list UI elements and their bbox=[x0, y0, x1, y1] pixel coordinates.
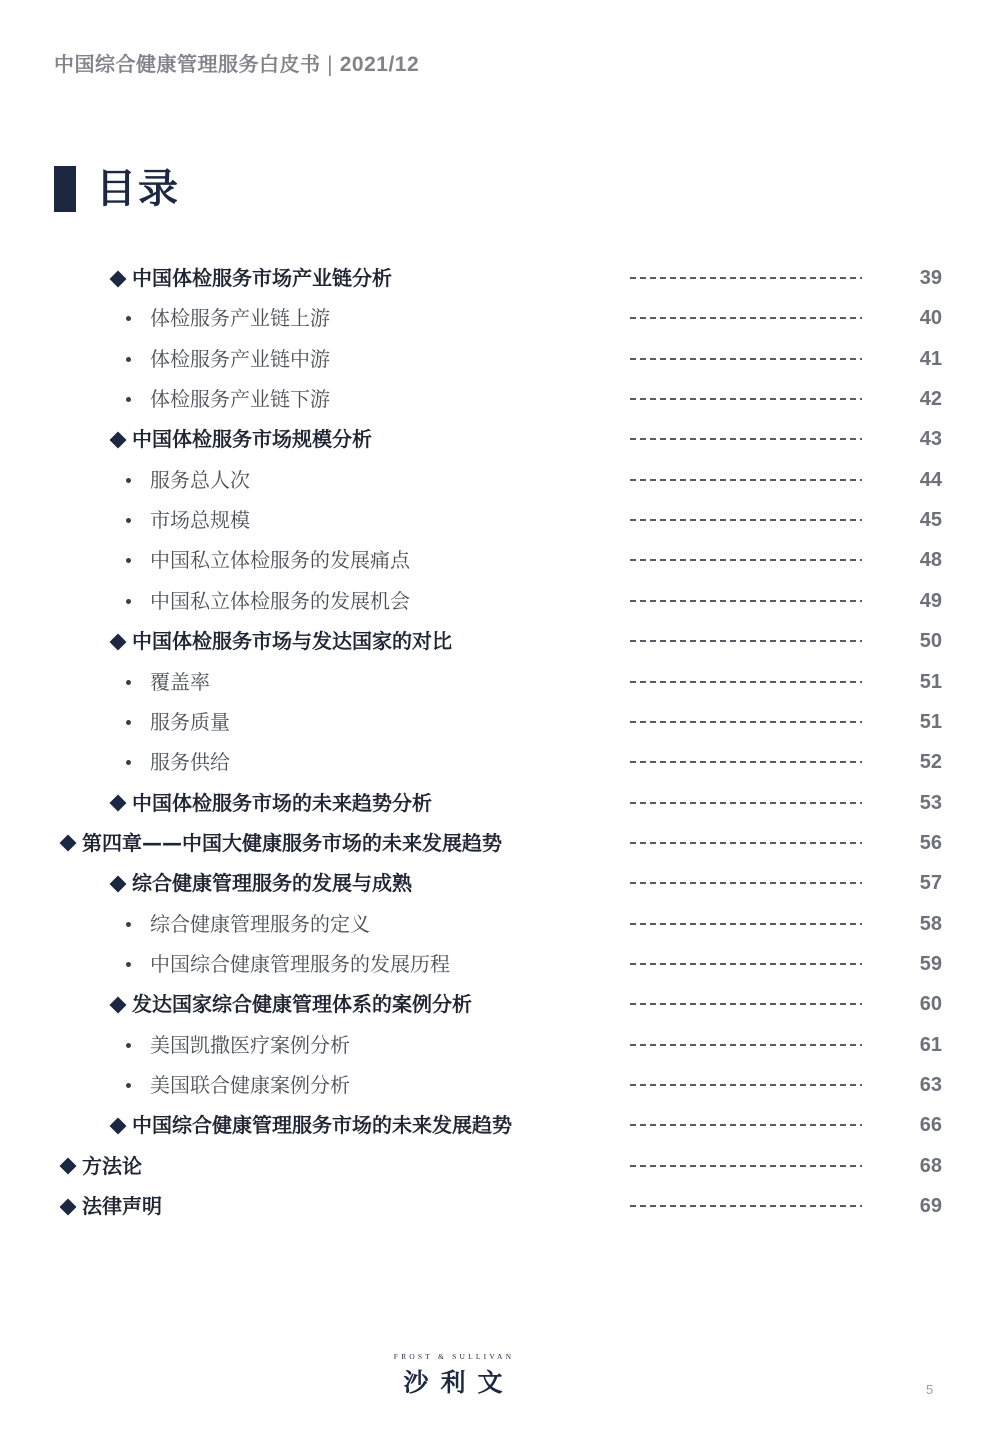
toc-leader-dashes bbox=[630, 1205, 862, 1207]
toc-entry-lead bbox=[108, 1105, 512, 1147]
toc-entry-lead bbox=[108, 863, 412, 905]
toc-page-number: 51 bbox=[919, 670, 942, 693]
logo-chinese: 沙利文 bbox=[403, 1368, 515, 1397]
toc-entry[interactable] bbox=[0, 1025, 1000, 1065]
toc-entry[interactable] bbox=[0, 621, 1000, 661]
toc-leader-dashes bbox=[630, 358, 862, 360]
toc-entry[interactable] bbox=[0, 783, 1000, 823]
toc-page-number: 51 bbox=[919, 710, 942, 733]
toc-entry[interactable] bbox=[0, 702, 1000, 742]
toc-page-number: 43 bbox=[919, 428, 942, 451]
toc-leader-dashes bbox=[630, 1084, 862, 1086]
toc-entry[interactable] bbox=[0, 944, 1000, 984]
frost-sullivan-logo bbox=[384, 1352, 524, 1399]
toc-page-number: 49 bbox=[919, 589, 942, 612]
document-date: 2021/12 bbox=[339, 53, 420, 76]
toc-entry-label: 中国私立体检服务的发展机会 bbox=[150, 588, 410, 613]
toc-entry[interactable] bbox=[0, 540, 1000, 580]
toc-entry[interactable] bbox=[0, 500, 1000, 540]
toc-entry-lead bbox=[122, 540, 410, 582]
diamond-bullet-icon bbox=[60, 1198, 77, 1215]
diamond-bullet-icon bbox=[110, 996, 127, 1013]
toc-entry[interactable] bbox=[0, 742, 1000, 782]
toc-entry-label: 服务质量 bbox=[150, 709, 230, 734]
toc-page-number: 66 bbox=[919, 1114, 942, 1137]
toc-page-number: 59 bbox=[919, 952, 942, 975]
toc-leader-dashes bbox=[630, 923, 862, 925]
toc-entry[interactable] bbox=[0, 258, 1000, 298]
toc-entry-lead bbox=[108, 258, 392, 300]
toc-entry-label: 法律声明 bbox=[82, 1194, 162, 1219]
toc-leader-dashes bbox=[630, 1044, 862, 1046]
header-separator: | bbox=[326, 52, 334, 76]
dot-bullet-icon bbox=[126, 478, 131, 483]
logo-english: FROST & SULLIVAN bbox=[393, 1352, 515, 1361]
toc-entry-label: 综合健康管理服务的发展与成熟 bbox=[132, 871, 412, 896]
toc-entry-label: 发达国家综合健康管理体系的案例分析 bbox=[132, 992, 472, 1017]
toc-entry-lead bbox=[58, 823, 502, 865]
toc-page-number: 63 bbox=[919, 1074, 942, 1096]
toc-entry-lead bbox=[58, 1186, 162, 1228]
toc-page-number: 61 bbox=[919, 1033, 942, 1056]
toc-leader-dashes bbox=[630, 681, 862, 683]
toc-leader-dashes bbox=[630, 398, 862, 400]
toc-entry[interactable] bbox=[0, 1065, 1000, 1105]
toc-entry[interactable] bbox=[0, 1146, 1000, 1186]
toc-entry[interactable] bbox=[0, 339, 1000, 379]
toc-entry-lead bbox=[58, 1146, 142, 1188]
toc-leader-dashes bbox=[630, 802, 862, 804]
toc-entry[interactable] bbox=[0, 460, 1000, 500]
dot-bullet-icon bbox=[126, 518, 131, 523]
toc-entry-label: 中国体检服务市场与发达国家的对比 bbox=[132, 629, 452, 654]
toc-entry-lead bbox=[108, 621, 452, 663]
toc-entry-label: 第四章——中国大健康服务市场的未来发展趋势 bbox=[82, 830, 502, 855]
toc-entry-lead bbox=[122, 702, 230, 744]
toc-entry[interactable] bbox=[0, 419, 1000, 459]
toc-entry[interactable] bbox=[0, 1186, 1000, 1226]
toc-entry-lead bbox=[122, 662, 210, 704]
toc-page-number: 58 bbox=[919, 912, 942, 935]
toc-entry-label: 中国体检服务市场产业链分析 bbox=[132, 266, 392, 290]
toc-entry-label: 覆盖率 bbox=[150, 669, 210, 694]
toc-entry-lead bbox=[122, 1025, 350, 1067]
dot-bullet-icon bbox=[126, 558, 131, 563]
toc-page-number: 50 bbox=[919, 630, 942, 653]
dot-bullet-icon bbox=[126, 922, 131, 927]
toc-page-number: 69 bbox=[919, 1195, 942, 1218]
toc-page-number: 41 bbox=[919, 347, 942, 370]
toc-entry-label: 美国凯撒医疗案例分析 bbox=[150, 1032, 350, 1057]
toc-entry-label: 中国体检服务市场规模分析 bbox=[132, 427, 372, 452]
page-title: 目录 bbox=[96, 166, 180, 212]
dot-bullet-icon bbox=[126, 720, 131, 725]
toc-leader-dashes bbox=[630, 600, 862, 602]
toc-entry-label: 方法论 bbox=[82, 1153, 142, 1178]
toc-page-number: 40 bbox=[919, 307, 942, 330]
toc-leader-dashes bbox=[630, 1124, 862, 1126]
toc-entry-label: 中国体检服务市场的未来趋势分析 bbox=[132, 790, 432, 815]
toc-entry[interactable] bbox=[0, 823, 1000, 863]
page-title-block bbox=[54, 166, 180, 212]
dot-bullet-icon bbox=[126, 680, 131, 685]
toc-entry-label: 美国联合健康案例分析 bbox=[150, 1073, 350, 1097]
toc-leader-dashes bbox=[630, 559, 862, 561]
dot-bullet-icon bbox=[126, 357, 131, 362]
toc-entry-lead bbox=[122, 379, 330, 421]
toc-leader-dashes bbox=[630, 438, 862, 440]
dot-bullet-icon bbox=[126, 599, 131, 604]
diamond-bullet-icon bbox=[110, 270, 127, 287]
toc-page-number: 57 bbox=[919, 872, 942, 895]
toc-entry-label: 服务供给 bbox=[150, 750, 230, 775]
diamond-bullet-icon bbox=[110, 795, 127, 812]
title-accent-bar bbox=[54, 166, 76, 212]
toc-entry-lead bbox=[122, 1065, 350, 1107]
toc-leader-dashes bbox=[630, 882, 862, 884]
toc-entry[interactable] bbox=[0, 863, 1000, 903]
diamond-bullet-icon bbox=[60, 1158, 77, 1175]
diamond-bullet-icon bbox=[110, 431, 127, 448]
toc-leader-dashes bbox=[630, 479, 862, 481]
dot-bullet-icon bbox=[126, 1083, 131, 1088]
dot-bullet-icon bbox=[126, 962, 131, 967]
toc-entry-lead bbox=[122, 904, 370, 946]
toc-entry-label: 体检服务产业链下游 bbox=[150, 387, 330, 412]
toc-entry-lead bbox=[122, 298, 330, 340]
toc-entry-lead bbox=[108, 783, 432, 825]
toc-page-number: 60 bbox=[919, 993, 942, 1016]
toc-entry-lead bbox=[108, 984, 472, 1026]
toc-entry-label: 体检服务产业链中游 bbox=[150, 346, 330, 371]
toc-entry-lead bbox=[122, 500, 250, 542]
toc-page-number: 48 bbox=[919, 549, 942, 572]
toc-leader-dashes bbox=[630, 842, 862, 844]
diamond-bullet-icon bbox=[60, 835, 77, 852]
toc-leader-dashes bbox=[630, 277, 862, 279]
toc-entry-label: 中国私立体检服务的发展痛点 bbox=[150, 548, 410, 573]
toc-entry[interactable] bbox=[0, 1105, 1000, 1145]
toc-entry-label: 中国综合健康管理服务的发展历程 bbox=[150, 951, 450, 976]
toc-page-number: 68 bbox=[919, 1154, 942, 1177]
toc-page-number: 42 bbox=[919, 388, 942, 411]
dot-bullet-icon bbox=[126, 316, 131, 321]
toc-entry[interactable] bbox=[0, 984, 1000, 1024]
page-number: 5 bbox=[926, 1382, 934, 1397]
toc-entry-label: 中国综合健康管理服务市场的未来发展趋势 bbox=[132, 1113, 512, 1138]
toc-page-number: 44 bbox=[919, 468, 942, 491]
document-header bbox=[54, 48, 419, 77]
dot-bullet-icon bbox=[126, 1043, 131, 1048]
toc-entry-lead bbox=[122, 944, 450, 986]
toc-entry-lead bbox=[122, 339, 330, 381]
toc-entry-label: 服务总人次 bbox=[150, 467, 250, 492]
toc-page-number: 39 bbox=[919, 267, 942, 289]
toc-entry-label: 市场总规模 bbox=[150, 508, 250, 533]
toc-leader-dashes bbox=[630, 963, 862, 965]
toc-page-number: 53 bbox=[919, 791, 942, 814]
toc-leader-dashes bbox=[630, 1165, 862, 1167]
toc-page-number: 52 bbox=[919, 751, 942, 774]
dot-bullet-icon bbox=[126, 760, 131, 765]
dot-bullet-icon bbox=[126, 397, 131, 402]
toc-leader-dashes bbox=[630, 721, 862, 723]
toc-entry-lead bbox=[122, 742, 230, 784]
diamond-bullet-icon bbox=[110, 1117, 127, 1134]
toc-entry[interactable] bbox=[0, 904, 1000, 944]
toc-entry-label: 综合健康管理服务的定义 bbox=[150, 911, 370, 936]
toc-page-number: 45 bbox=[919, 509, 942, 532]
toc-leader-dashes bbox=[630, 761, 862, 763]
toc-entry-lead bbox=[122, 460, 250, 502]
toc-entry[interactable] bbox=[0, 379, 1000, 419]
toc-entry[interactable] bbox=[0, 581, 1000, 621]
toc-leader-dashes bbox=[630, 640, 862, 642]
toc-entry-label: 体检服务产业链上游 bbox=[150, 306, 330, 331]
toc-leader-dashes bbox=[630, 519, 862, 521]
toc-entry-lead bbox=[108, 419, 372, 461]
diamond-bullet-icon bbox=[110, 875, 127, 892]
toc-entry-lead bbox=[122, 581, 410, 623]
toc-entry[interactable] bbox=[0, 662, 1000, 702]
toc-page-number: 56 bbox=[919, 831, 942, 854]
toc-leader-dashes bbox=[630, 1003, 862, 1005]
diamond-bullet-icon bbox=[110, 633, 127, 650]
toc-leader-dashes bbox=[630, 317, 862, 319]
toc-entry[interactable] bbox=[0, 298, 1000, 338]
document-title: 中国综合健康管理服务白皮书 bbox=[54, 52, 321, 76]
